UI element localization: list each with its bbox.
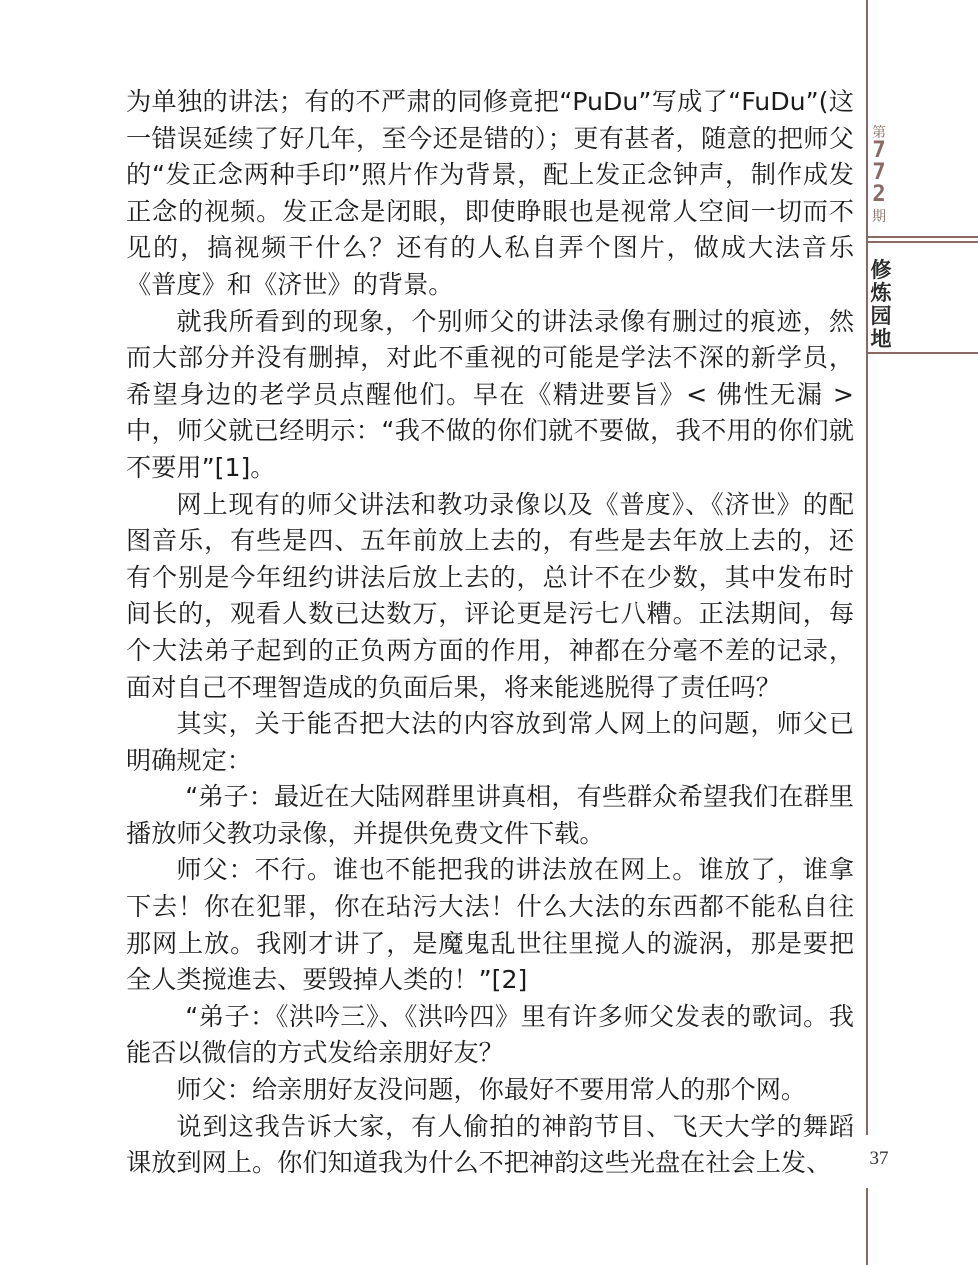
- paragraph-1: 为单独的讲法；有的不严肃的同修竟把“PuDu”写成了“FuDu”(这一错误延续了好几年，至今还是错的）；更有甚者，随意的把师父的“发正念两种手印”照片作为背景，配上发正念钟声，制作成发正念的视频。发正念是闭眼，即使睁眼也是视常人空间一切而不见的，搞视频干什么？还有的人私自弄个图片，做成大法音乐《普度》和《济世》的背景。: [126, 87, 854, 299]
- sidebar-rule-2: [866, 241, 978, 243]
- sidebar-rule-1: [866, 236, 978, 238]
- section-title: [866, 258, 896, 350]
- paragraph-4: 其实，关于能否把大法的内容放到常人网上的问题，师父已明确规定：: [126, 709, 854, 775]
- article-body: [126, 84, 854, 1182]
- paragraph-9: 说到这我告诉大家，有人偷拍的神韵节目、飞天大学的舞蹈课放到网上。你们知道我为什么不把神韵这些光盘在社会上发、: [126, 1111, 854, 1178]
- quote-answer-2: 师父：给亲朋好友没问题，你最好不要用常人的那个网。: [176, 1075, 807, 1105]
- sidebar-rule-3: [866, 352, 978, 354]
- issue-digit-3: 2: [872, 182, 886, 207]
- issue-digit-2: 7: [872, 160, 886, 185]
- page-number: 37: [869, 1148, 889, 1169]
- issue-prefix: 第: [872, 125, 886, 141]
- section-char-1: 修: [870, 257, 892, 282]
- section-char-3: 园: [870, 303, 892, 328]
- margin-divider-bottom: [866, 1188, 868, 1265]
- issue-digit-1: 7: [872, 138, 886, 163]
- quote-question-2: “弟子：《洪吟三》、《洪吟四》里有许多师父发表的歌词。我能否以微信的方式发给亲朋好友？: [126, 1001, 854, 1068]
- paragraph-2: 就我所看到的现象，个别师父的讲法录像有删过的痕迹，然而大部分并没有删掉，对此不重视的可能是学法不深的新学员，希望身边的老学员点醒他们。早在《精进要旨》< 佛性无漏 > 中，师父就已经明示：“我不做的你们就不要做，我不用的你们就不要用”[1]。: [126, 306, 854, 482]
- section-char-4: 地: [870, 326, 892, 351]
- issue-suffix: 期: [872, 209, 886, 225]
- quote-question-1: “弟子：最近在大陆网群里讲真相，有些群众希望我们在群里播放师父教功录像，并提供免费文件下载。: [126, 782, 854, 848]
- issue-number: [868, 140, 890, 206]
- paragraph-3: 网上现有的师父讲法和教功录像以及《普度》、《济世》的配图音乐，有些是四、五年前放上去的，有些是去年放上去的，还有个别是今年纽约讲法后放上去的，总计不在少数，其中发布时间长的，观看人数已达数万，评论更是污七八糟。正法期间，每个大法弟子起到的正负两方面的作用，神都在分毫不差的记录，面对自己不理智造成的负面后果，将来能逃脱得了责任吗？: [126, 489, 854, 702]
- section-char-2: 炼: [870, 280, 892, 305]
- quote-answer-1: 师父：不行。谁也不能把我的讲法放在网上。谁放了，谁拿下去！你在犯罪，你在玷污大法！什么大法的东西都不能私自往那网上放。我刚才讲了，是魔鬼乱世往里搅人的漩涡，那是要把全人类搅進去、要毁掉人类的！”[2]: [126, 855, 854, 995]
